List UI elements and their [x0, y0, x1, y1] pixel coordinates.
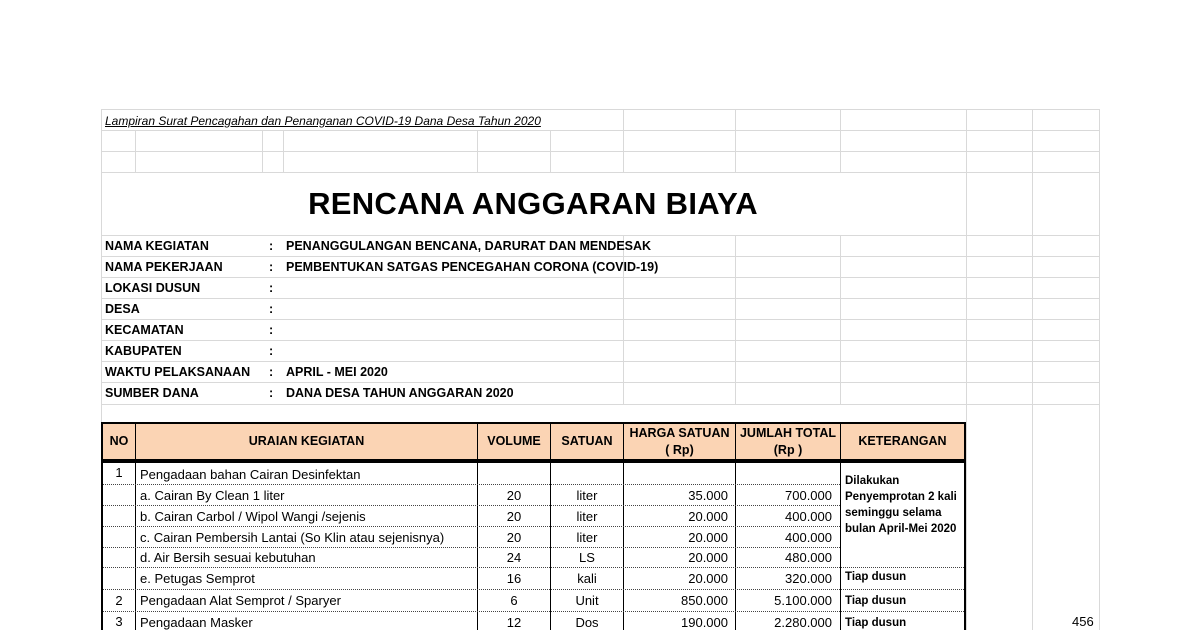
header-jumlah-line1: JUMLAH TOTAL [739, 425, 837, 440]
grid-line [101, 235, 1099, 236]
info-value: APRIL - MEI 2020 [286, 365, 388, 379]
cell-harga: 20.000 [688, 550, 728, 565]
info-colon: : [269, 323, 274, 337]
grid-line [101, 277, 1099, 278]
cell-satuan: liter [576, 530, 598, 545]
cell-harga: 35.000 [688, 488, 728, 503]
header-satuan: SATUAN [551, 424, 624, 459]
page-title: RENCANA ANGGARAN BIAYA [308, 186, 758, 221]
header-jumlah-line2: (Rp ) [773, 442, 803, 457]
header-jumlah [736, 424, 841, 459]
keterangan-cell: Tiap dusun [845, 617, 907, 629]
cell-no: 1 [115, 465, 123, 480]
table-border [135, 461, 136, 630]
cell-uraian: c. Cairan Pembersih Lantai (So Klin atau sejenisnya) [140, 530, 445, 545]
row-separator [103, 589, 964, 590]
grid-line [101, 109, 1099, 110]
info-value: PENANGGULANGAN BENCANA, DARURAT DAN MENDESAK [286, 239, 652, 253]
cell-jumlah: 400.000 [785, 509, 832, 524]
cell-jumlah: 320.000 [785, 571, 832, 586]
grid-line [840, 235, 841, 405]
cell-harga: 20.000 [688, 530, 728, 545]
info-value: PEMBENTUKAN SATGAS PENCEGAHAN CORONA (COVID-19) [286, 260, 659, 274]
cell-harga: 190.000 [681, 615, 728, 630]
cell-volume: 20 [506, 488, 522, 503]
info-label: LOKASI DUSUN [105, 281, 201, 295]
grid-line [101, 151, 1099, 152]
header-harga-line1: HARGA SATUAN [629, 425, 730, 440]
cell-uraian: Pengadaan Masker [140, 615, 253, 630]
grid-line [101, 404, 1099, 405]
grid-line [840, 109, 841, 172]
grid-line [101, 256, 1099, 257]
row-separator [103, 611, 964, 612]
header-harga [624, 424, 736, 459]
cell-volume: 20 [506, 509, 522, 524]
cell-jumlah: 5.100.000 [774, 593, 832, 608]
info-label: KABUPATEN [105, 344, 182, 358]
row-separator [103, 484, 840, 485]
grid-line [101, 361, 1099, 362]
cell-harga: 20.000 [688, 509, 728, 524]
header-harga-line2: ( Rp) [665, 442, 694, 457]
cell-harga: 20.000 [688, 571, 728, 586]
grid-line [101, 172, 1099, 173]
row-separator [103, 505, 840, 506]
cell-volume: 6 [510, 593, 518, 608]
cell-uraian: b. Cairan Carbol / Wipol Wangi /sejenis [140, 509, 366, 524]
info-value: DANA DESA TAHUN ANGGARAN 2020 [286, 386, 514, 400]
cell-satuan: liter [576, 509, 598, 524]
cell-volume: 12 [506, 615, 522, 630]
grid-line [101, 340, 1099, 341]
info-colon: : [269, 302, 274, 316]
table-header [101, 422, 966, 461]
side-cell-value: 456 [1072, 614, 1094, 629]
info-label: DESA [105, 302, 140, 316]
grid-line [101, 298, 1099, 299]
row-separator [103, 526, 840, 527]
info-label: SUMBER DANA [105, 386, 199, 400]
row-separator [103, 567, 964, 568]
header-volume: VOLUME [478, 424, 551, 459]
table-border [964, 461, 966, 630]
header-uraian: URAIAN KEGIATAN [136, 424, 478, 459]
header-keterangan: KETERANGAN [858, 434, 947, 448]
keterangan-cell: Tiap dusun [845, 595, 907, 607]
cell-volume: 16 [506, 571, 522, 586]
cell-jumlah: 400.000 [785, 530, 832, 545]
cell-satuan: kali [577, 571, 597, 586]
grid-line [735, 235, 736, 405]
cell-uraian: e. Petugas Semprot [140, 571, 255, 586]
cell-volume: 24 [506, 550, 522, 565]
cell-satuan: LS [579, 550, 595, 565]
header-no: NO [103, 424, 136, 459]
document-caption: Lampiran Surat Pencagahan dan Penanganan COVID-19 Dana Desa Tahun 2020 [105, 114, 541, 128]
info-colon: : [269, 386, 274, 400]
info-colon: : [269, 260, 274, 274]
info-label: WAKTU PELAKSANAAN [105, 365, 251, 379]
cell-satuan: Dos [575, 615, 599, 630]
cell-uraian: a. Cairan By Clean 1 liter [140, 488, 285, 503]
table-border [840, 461, 841, 630]
table-border [101, 461, 966, 463]
cell-uraian: d. Air Bersih sesuai kebutuhan [140, 550, 316, 565]
cell-satuan: liter [576, 488, 598, 503]
info-label: KECAMATAN [105, 323, 184, 337]
cell-jumlah: 700.000 [785, 488, 832, 503]
cell-satuan: Unit [575, 593, 599, 608]
cell-jumlah: 480.000 [785, 550, 832, 565]
grid-line [101, 130, 1099, 131]
row-separator [103, 547, 840, 548]
grid-line [101, 382, 1099, 383]
grid-line [1099, 109, 1100, 630]
cell-harga: 850.000 [681, 593, 728, 608]
info-label: NAMA KEGIATAN [105, 239, 209, 253]
cell-volume: 20 [506, 530, 522, 545]
cell-no: 2 [115, 593, 123, 608]
grid-line [101, 319, 1099, 320]
info-colon: : [269, 239, 274, 253]
info-colon: : [269, 344, 274, 358]
info-colon: : [269, 365, 274, 379]
cell-uraian: Pengadaan Alat Semprot / Sparyer [140, 593, 341, 608]
cell-no: 3 [115, 614, 123, 629]
keterangan-cell: Tiap dusun [845, 571, 907, 583]
cell-jumlah: 2.280.000 [774, 615, 832, 630]
grid-line [735, 109, 736, 172]
info-colon: : [269, 281, 274, 295]
keterangan-note: Dilakukan Penyemprotan 2 kali seminggu selama bulan April-Mei 2020 [845, 475, 957, 535]
grid-line [623, 109, 624, 172]
info-label: NAMA PEKERJAAN [105, 260, 223, 274]
cell-uraian: Pengadaan bahan Cairan Desinfektan [140, 467, 361, 482]
